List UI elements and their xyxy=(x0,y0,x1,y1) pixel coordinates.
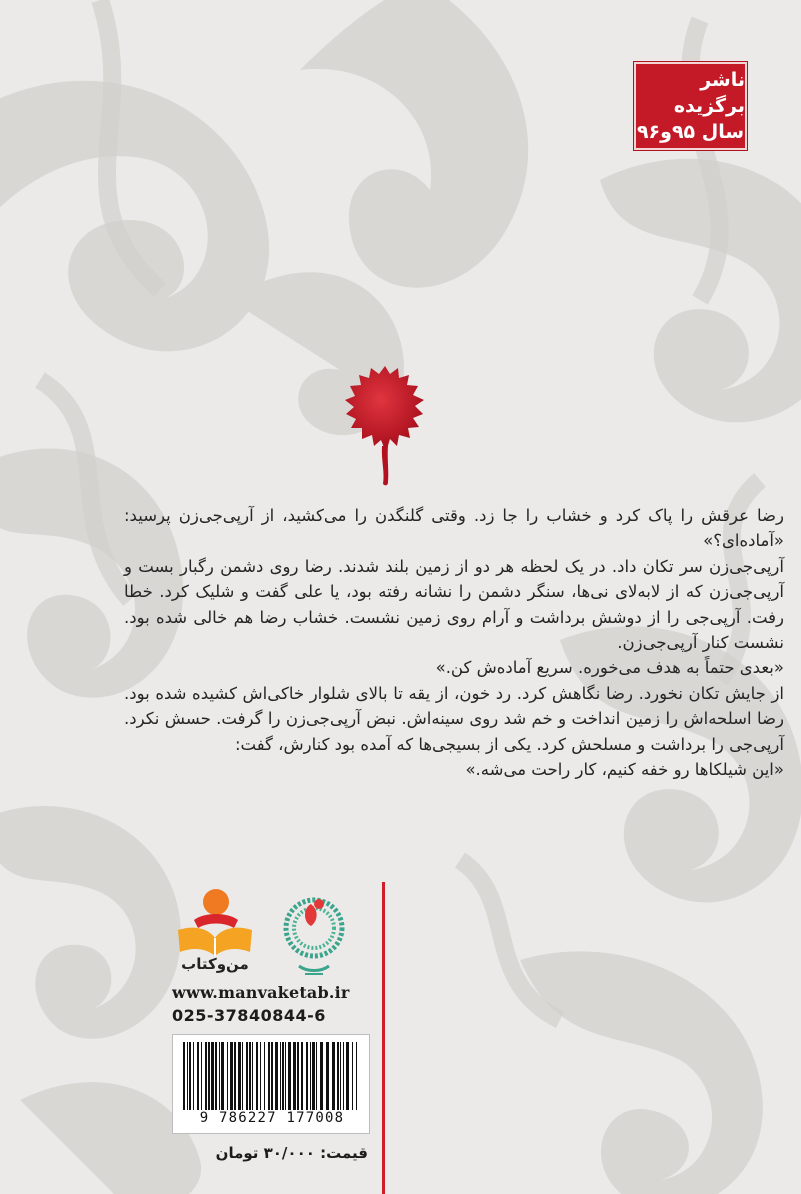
barcode-bar xyxy=(337,1042,339,1110)
website-url[interactable]: www.manvaketab.ir xyxy=(172,983,350,1002)
barcode-bar xyxy=(256,1042,258,1110)
barcode-bar xyxy=(340,1042,341,1110)
barcode-bar xyxy=(306,1042,308,1110)
barcode-bars xyxy=(181,1042,361,1110)
barcode-bar xyxy=(238,1042,241,1110)
isbn-digits: 9 786227 177008 xyxy=(199,1110,345,1126)
barcode-bar xyxy=(282,1042,284,1110)
barcode-bar xyxy=(316,1042,317,1110)
badge-line-2: سال ۹۵و۹۶ xyxy=(636,121,745,143)
barcode-bar xyxy=(312,1042,315,1110)
barcode-bar xyxy=(356,1042,357,1110)
barcode-bar xyxy=(221,1042,224,1110)
barcode-bar xyxy=(246,1042,248,1110)
barcode-bar xyxy=(201,1042,202,1110)
paragraph: «این شیلکاها رو خفه کنیم، کار راحت می‌شه.» xyxy=(465,760,784,780)
barcode-bar xyxy=(288,1042,291,1110)
barcode-bar xyxy=(264,1042,265,1110)
barcode-bar xyxy=(230,1042,233,1110)
barcode-bar xyxy=(285,1042,286,1110)
barcode-bar xyxy=(219,1042,220,1110)
barcode-bar xyxy=(249,1042,251,1110)
barcode-bar xyxy=(280,1042,281,1110)
isbn-barcode xyxy=(172,1034,370,1134)
barcode-bar xyxy=(293,1042,296,1110)
red-divider-line xyxy=(382,882,385,1194)
barcode-bar xyxy=(260,1042,261,1110)
barcode-bar xyxy=(208,1042,210,1110)
barcode-bar xyxy=(343,1042,344,1110)
barcode-bar xyxy=(275,1042,278,1110)
paragraph: آرپی‌جی‌زن سر تکان داد. در یک لحظه هر دو از زمین بلند شدند. رضا روی دشمن رگبار بست و آرپی‌جی‌زن که از لابه‌لای نی‌ها، سنگر دشمن را نشانه رفته بود، یا علی گفت و شلیک کرد. خطا رفت. آرپی‌جی را از دوشش برداشت و آرام روی زمین نشست. خشاب رضا هم خالی شده بود. نشست کنار آرپی‌جی‌زن. xyxy=(124,556,784,653)
blood-drop-icon xyxy=(335,360,435,500)
price-label: قیمت: ۳۰/۰۰۰ تومان xyxy=(215,1144,368,1162)
barcode-bar xyxy=(301,1042,303,1110)
barcode-bar xyxy=(332,1042,335,1110)
barcode-bar xyxy=(252,1042,253,1110)
barcode-bar xyxy=(189,1042,191,1110)
award-badge xyxy=(634,62,747,150)
barcode-bar xyxy=(215,1042,217,1110)
publisher-logo-text: من‌وکتاب xyxy=(181,955,249,973)
paragraph: «بعدی حتماً به هدف می‌خوره. سریع آماده‌ش کن.» xyxy=(435,658,784,678)
barcode-bar xyxy=(193,1042,194,1110)
badge-line-1: ناشر برگزیده xyxy=(673,69,745,117)
barcode-bar xyxy=(205,1042,207,1110)
barcode-bar xyxy=(242,1042,243,1110)
barcode-bar xyxy=(271,1042,273,1110)
back-cover-excerpt xyxy=(124,503,784,782)
paragraph: رضا عرقش را پاک کرد و خشاب را جا زد. وقتی گلنگدن را می‌کشید، از آرپی‌جی‌زن پرسید: «آماده‌ای؟» xyxy=(124,506,784,551)
barcode-bar xyxy=(234,1042,236,1110)
barcode-bar xyxy=(310,1042,311,1110)
barcode-bar xyxy=(268,1042,270,1110)
paragraph: از جایش تکان نخورد. رضا نگاهش کرد. رد خون، از یقه تا بالای شلوار خاکی‌اش کشیده شده بود. رضا اسلحه‌اش را زمین انداخت و خم شد روی سینه‌اش. نبض آرپی‌جی‌زن را گرفت. حسش نکرد. آرپی‌جی را برداشت و مسلحش کرد. یکی از بسیجی‌ها که آمده بود کنارش، گفت: xyxy=(124,683,784,754)
bird-publisher-logo-icon xyxy=(283,888,345,980)
barcode-bar xyxy=(183,1042,185,1110)
barcode-bar xyxy=(346,1042,349,1110)
barcode-bar xyxy=(297,1042,299,1110)
barcode-bar xyxy=(187,1042,188,1110)
barcode-bar xyxy=(211,1042,214,1110)
barcode-bar xyxy=(320,1042,323,1110)
phone-number: 025-37840844-6 xyxy=(172,1006,326,1025)
barcode-bar xyxy=(227,1042,228,1110)
barcode-bar xyxy=(352,1042,353,1110)
barcode-bar xyxy=(197,1042,199,1110)
barcode-bar xyxy=(326,1042,329,1110)
